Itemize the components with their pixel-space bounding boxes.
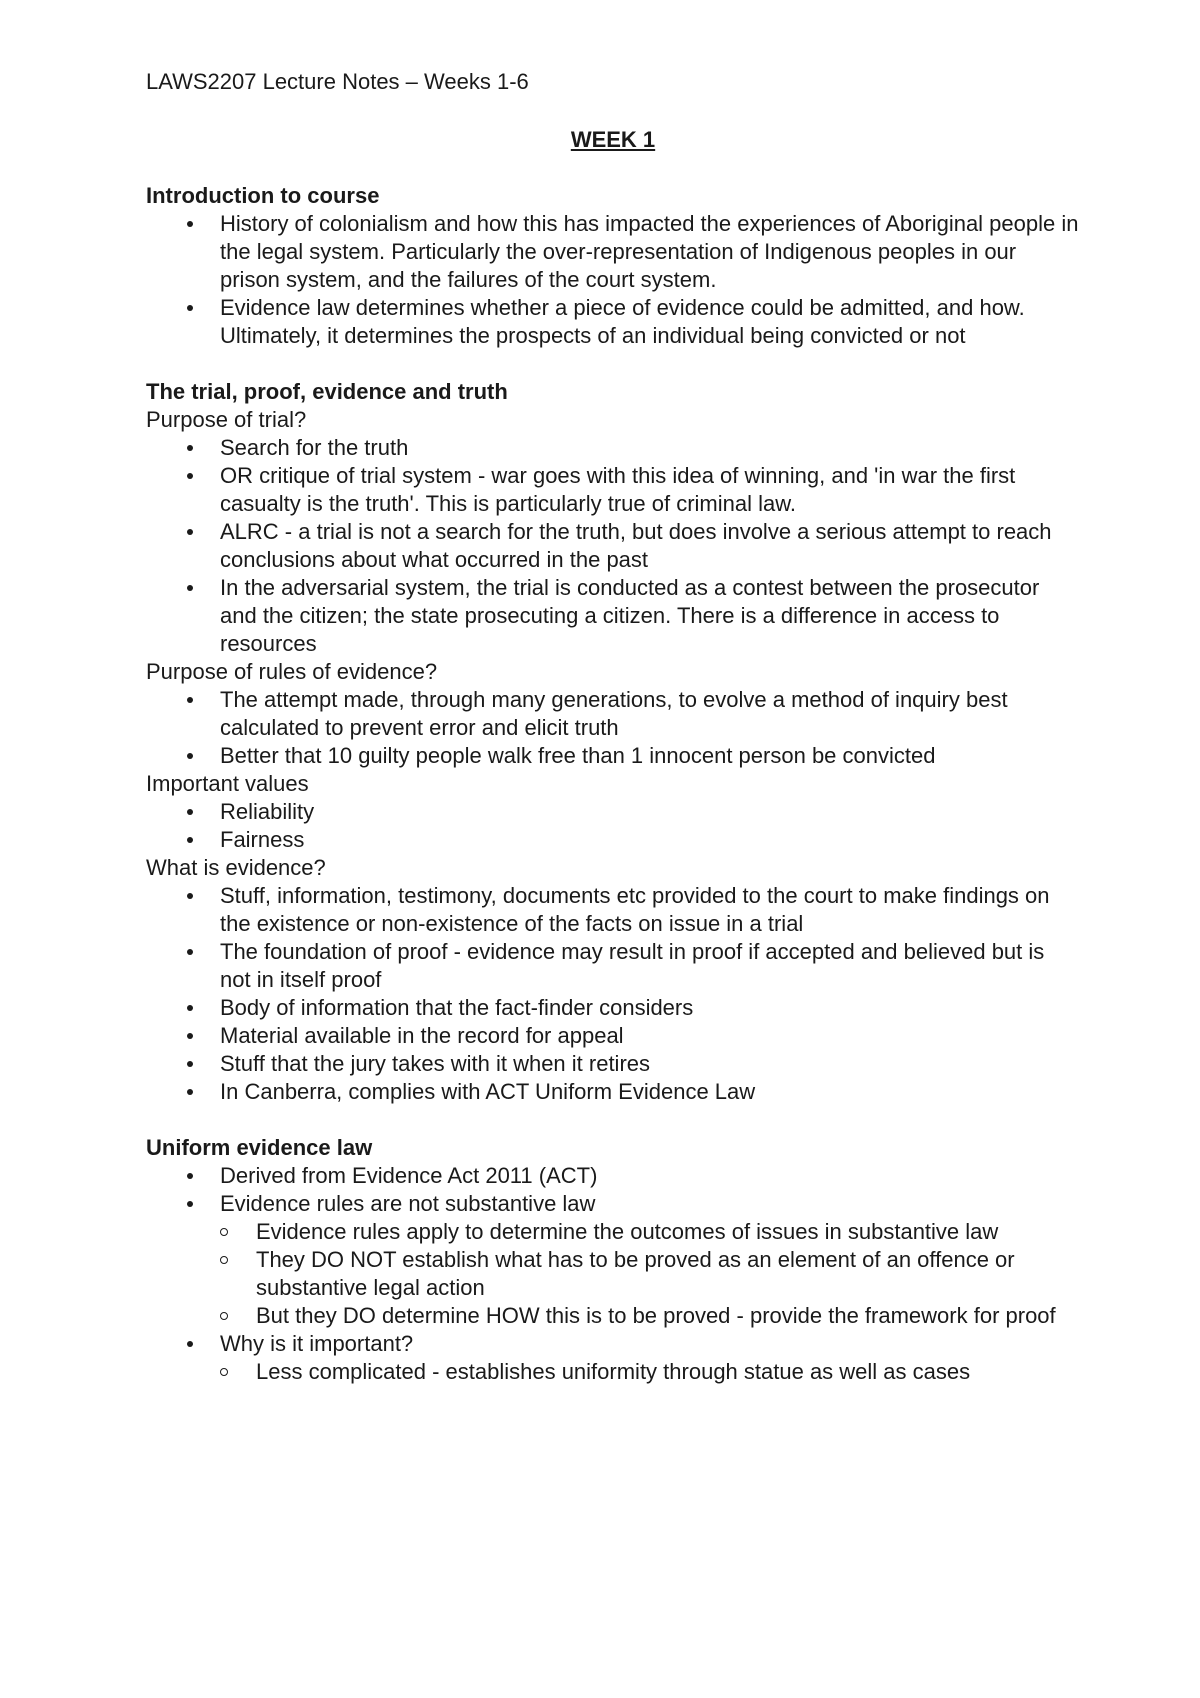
list-item: Reliability — [146, 798, 1080, 826]
list-item: Search for the truth — [146, 434, 1080, 462]
sub-list-item: Less complicated - establishes uniformity through statue as well as cases — [146, 1358, 1080, 1386]
list-item: Material available in the record for appeal — [146, 1022, 1080, 1050]
section-introduction — [146, 182, 1080, 350]
list-item: Better that 10 guilty people walk free than 1 innocent person be convicted — [146, 742, 1080, 770]
section-trial-proof — [146, 378, 1080, 1106]
list-item: Body of information that the fact-finder considers — [146, 994, 1080, 1022]
list-item: History of colonialism and how this has impacted the experiences of Aboriginal people in the legal system. Particularly the over-representation of Indigenous peoples in our prison system, and the failures of the court system. — [146, 210, 1080, 294]
important-values-list — [146, 798, 1080, 854]
list-item: In the adversarial system, the trial is conducted as a contest between the prosecutor and the citizen; the state prosecuting a citizen. There is a difference in access to resources — [146, 574, 1080, 658]
sub-list-item: They DO NOT establish what has to be proved as an element of an offence or substantive legal action — [146, 1246, 1080, 1302]
list-item: Why is it important? — [146, 1330, 1080, 1358]
list-item: The foundation of proof - evidence may result in proof if accepted and believed but is not in itself proof — [146, 938, 1080, 994]
purpose-of-trial-list — [146, 434, 1080, 658]
sub-list-item: But they DO determine HOW this is to be proved - provide the framework for proof — [146, 1302, 1080, 1330]
uniform-evidence-list — [146, 1162, 1080, 1386]
list-item: OR critique of trial system - war goes with this idea of winning, and 'in war the first casualty is the truth'. This is particularly true of criminal law. — [146, 462, 1080, 518]
intro-bullet-list — [146, 210, 1080, 350]
subheading-purpose-of-rules: Purpose of rules of evidence? — [146, 659, 438, 684]
purpose-of-rules-list — [146, 686, 1080, 770]
sub-list-item: Evidence rules apply to determine the outcomes of issues in substantive law — [146, 1218, 1080, 1246]
list-item: ALRC - a trial is not a search for the truth, but does involve a serious attempt to reach conclusions about what occurred in the past — [146, 518, 1080, 574]
section-uniform-evidence-law — [146, 1134, 1080, 1386]
subheading-important-values: Important values — [146, 771, 309, 796]
list-item: Derived from Evidence Act 2011 (ACT) — [146, 1162, 1080, 1190]
section-heading-introduction: Introduction to course — [146, 183, 380, 208]
what-is-evidence-list — [146, 882, 1080, 1106]
list-item: Stuff that the jury takes with it when it retires — [146, 1050, 1080, 1078]
list-item: Evidence rules are not substantive law — [146, 1190, 1080, 1218]
list-item: The attempt made, through many generations, to evolve a method of inquiry best calculated to prevent error and elicit truth — [146, 686, 1080, 742]
list-item: Evidence law determines whether a piece of evidence could be admitted, and how. Ultimately, it determines the prospects of an individual being convicted or not — [146, 294, 1080, 350]
list-item: Fairness — [146, 826, 1080, 854]
list-item: Stuff, information, testimony, documents etc provided to the court to make findings on the existence or non-existence of the facts on issue in a trial — [146, 882, 1080, 938]
subheading-what-is-evidence: What is evidence? — [146, 855, 326, 880]
section-heading-uniform-evidence-law: Uniform evidence law — [146, 1135, 373, 1160]
list-item: In Canberra, complies with ACT Uniform Evidence Law — [146, 1078, 1080, 1106]
document-header: LAWS2207 Lecture Notes – Weeks 1-6 — [146, 69, 529, 94]
week-title: WEEK 1 — [570, 127, 656, 152]
subheading-purpose-of-trial: Purpose of trial? — [146, 407, 307, 432]
section-heading-trial-proof: The trial, proof, evidence and truth — [146, 379, 508, 404]
